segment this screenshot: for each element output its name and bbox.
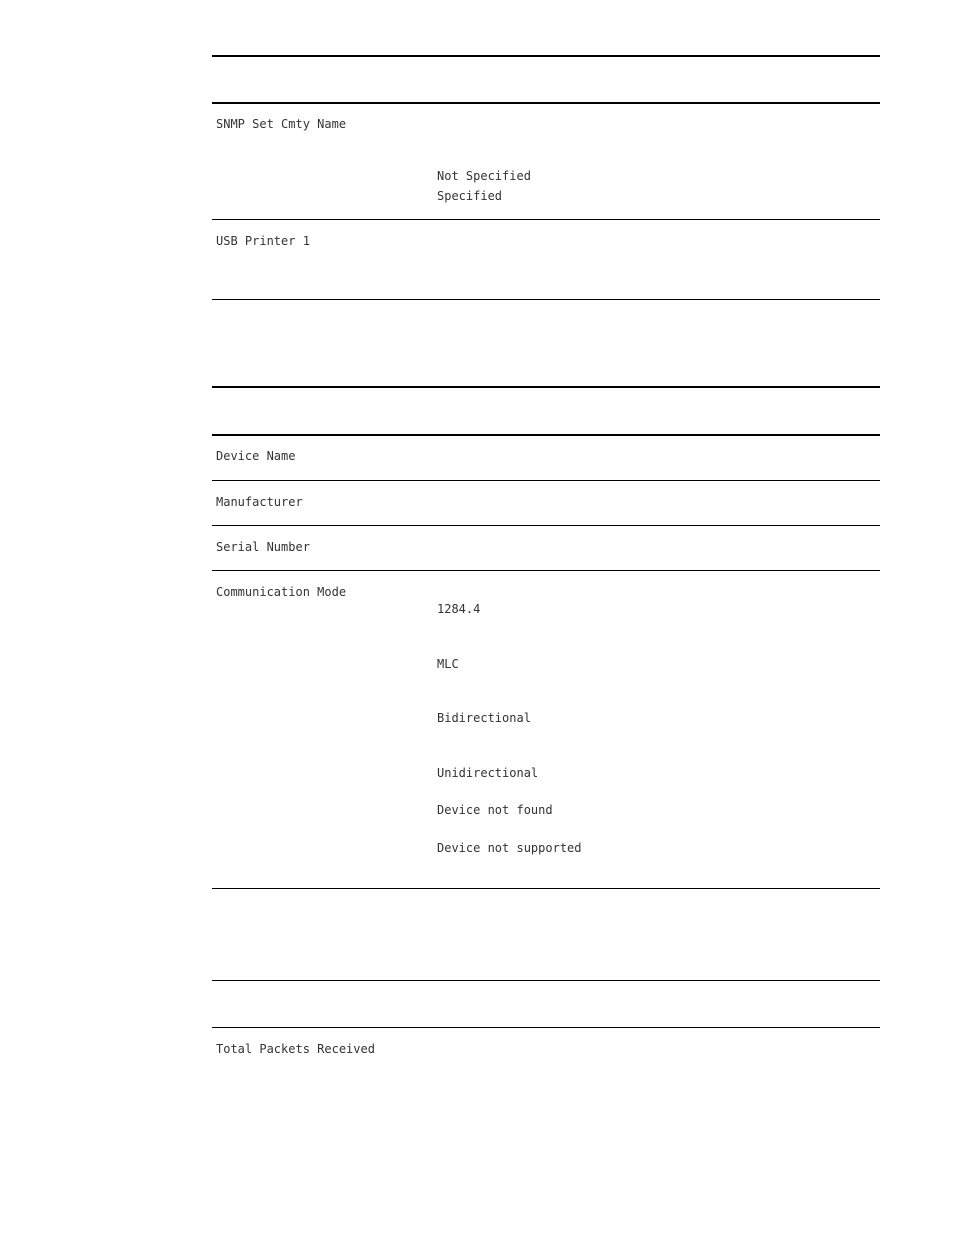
row-divider (212, 480, 880, 481)
serial-number-label: Serial Number (216, 540, 310, 554)
table3-header-rule (212, 1027, 880, 1028)
total-packets-received-label: Total Packets Received (216, 1042, 375, 1056)
comm-mode-value: Device not supported (437, 841, 582, 855)
manufacturer-label: Manufacturer (216, 495, 303, 509)
comm-mode-value: 1284.4 (437, 602, 481, 616)
comm-mode-value: MLC (437, 657, 459, 671)
table2-top-rule (212, 386, 880, 388)
table1-bottom-rule (212, 299, 880, 300)
row-divider (212, 570, 880, 571)
comm-mode-value: Unidirectional (437, 766, 539, 780)
table3-top-rule (212, 980, 880, 981)
comm-mode-value: Bidirectional (437, 711, 531, 725)
row-divider (212, 525, 880, 526)
device-name-label: Device Name (216, 449, 296, 463)
row-divider (212, 219, 880, 220)
communication-mode-label: Communication Mode (216, 585, 347, 599)
snmp-value-not-specified: Not Specified (437, 169, 531, 183)
snmp-set-cmty-name-label: SNMP Set Cmty Name (216, 117, 347, 131)
comm-mode-value: Device not found (437, 803, 553, 817)
table1-header-rule (212, 102, 880, 104)
table2-header-rule (212, 434, 880, 436)
table2-bottom-rule (212, 888, 880, 889)
usb-printer-label: USB Printer 1 (216, 234, 310, 248)
table1-top-rule (212, 55, 880, 57)
snmp-value-specified: Specified (437, 189, 503, 203)
